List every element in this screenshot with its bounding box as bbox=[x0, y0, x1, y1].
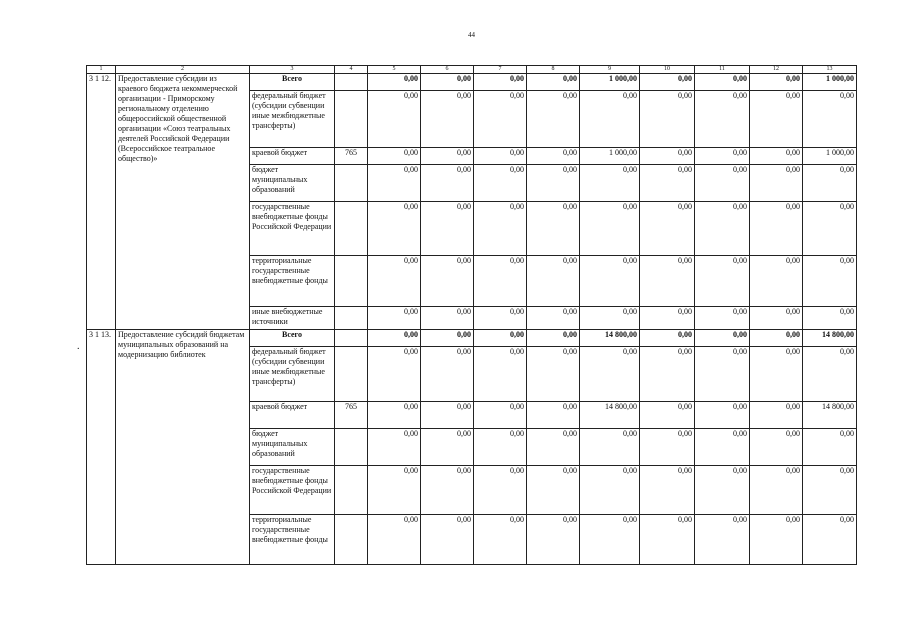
amount-cell: 1 000,00 bbox=[803, 74, 857, 91]
amount-cell: 0,00 bbox=[750, 74, 803, 91]
amount-cell: 0,00 bbox=[368, 429, 421, 466]
amount-cell: 0,00 bbox=[527, 165, 580, 202]
amount-cell: 0,00 bbox=[803, 307, 857, 330]
amount-cell: 0,00 bbox=[580, 256, 640, 307]
section-name: Предоставление субсидий бюджетам муниципальных образований на модернизацию библиотек bbox=[116, 330, 250, 565]
amount-cell: 14 800,00 bbox=[580, 402, 640, 429]
amount-cell: 0,00 bbox=[695, 515, 750, 565]
funding-source: федеральный бюджет (субсидии субвенции иные межбюджетные трансферты) bbox=[250, 91, 335, 148]
amount-cell: 0,00 bbox=[368, 74, 421, 91]
amount-cell: 0,00 bbox=[803, 202, 857, 256]
funding-source: государственные внебюджетные фонды Российской Федерации bbox=[250, 202, 335, 256]
amount-cell: 0,00 bbox=[527, 307, 580, 330]
amount-cell: 0,00 bbox=[580, 91, 640, 148]
amount-cell: 0,00 bbox=[640, 347, 695, 402]
amount-cell: 0,00 bbox=[640, 402, 695, 429]
funding-source: бюджет муниципальных образований bbox=[250, 165, 335, 202]
amount-cell: 0,00 bbox=[750, 165, 803, 202]
column-number: 5 bbox=[368, 66, 421, 74]
amount-cell: 0,00 bbox=[750, 515, 803, 565]
amount-cell: 0,00 bbox=[474, 307, 527, 330]
column-number: 9 bbox=[580, 66, 640, 74]
amount-cell: 0,00 bbox=[750, 202, 803, 256]
amount-cell: 0,00 bbox=[640, 74, 695, 91]
amount-cell: 0,00 bbox=[421, 202, 474, 256]
amount-cell: 0,00 bbox=[803, 256, 857, 307]
column-number: 11 bbox=[695, 66, 750, 74]
amount-cell: 0,00 bbox=[474, 202, 527, 256]
amount-cell: 14 800,00 bbox=[803, 402, 857, 429]
amount-cell: 1 000,00 bbox=[580, 148, 640, 165]
amount-cell: 0,00 bbox=[750, 429, 803, 466]
amount-cell: 0,00 bbox=[640, 148, 695, 165]
amount-cell: 0,00 bbox=[527, 256, 580, 307]
section-code: 3 1 13. bbox=[87, 330, 116, 565]
amount-cell: 0,00 bbox=[474, 402, 527, 429]
amount-cell: 0,00 bbox=[580, 429, 640, 466]
amount-cell: 0,00 bbox=[750, 91, 803, 148]
amount-cell: 0,00 bbox=[803, 91, 857, 148]
amount-cell: 0,00 bbox=[527, 466, 580, 515]
budget-code bbox=[335, 429, 368, 466]
amount-cell: 0,00 bbox=[421, 466, 474, 515]
amount-cell: 0,00 bbox=[474, 91, 527, 148]
amount-cell: 1 000,00 bbox=[580, 74, 640, 91]
funding-source: государственные внебюджетные фонды Российской Федерации bbox=[250, 466, 335, 515]
amount-cell: 0,00 bbox=[580, 347, 640, 402]
budget-code bbox=[335, 74, 368, 91]
amount-cell: 0,00 bbox=[474, 74, 527, 91]
column-number: 8 bbox=[527, 66, 580, 74]
amount-cell: 0,00 bbox=[640, 429, 695, 466]
amount-cell: 0,00 bbox=[640, 515, 695, 565]
amount-cell: 0,00 bbox=[750, 307, 803, 330]
amount-cell: 0,00 bbox=[474, 330, 527, 347]
amount-cell: 0,00 bbox=[527, 74, 580, 91]
budget-code bbox=[335, 347, 368, 402]
amount-cell: 0,00 bbox=[527, 347, 580, 402]
budget-code: 765 bbox=[335, 402, 368, 429]
amount-cell: 0,00 bbox=[695, 402, 750, 429]
amount-cell: 0,00 bbox=[474, 148, 527, 165]
amount-cell: 0,00 bbox=[474, 165, 527, 202]
amount-cell: 0,00 bbox=[695, 466, 750, 515]
amount-cell: 0,00 bbox=[580, 307, 640, 330]
budget-code bbox=[335, 256, 368, 307]
budget-code bbox=[335, 330, 368, 347]
budget-code bbox=[335, 165, 368, 202]
page-number: 44 bbox=[468, 31, 475, 39]
amount-cell: 0,00 bbox=[368, 91, 421, 148]
amount-cell: 0,00 bbox=[368, 466, 421, 515]
amount-cell: 0,00 bbox=[368, 347, 421, 402]
amount-cell: 0,00 bbox=[640, 307, 695, 330]
amount-cell: 0,00 bbox=[368, 402, 421, 429]
amount-cell: 0,00 bbox=[640, 202, 695, 256]
amount-cell: 0,00 bbox=[580, 165, 640, 202]
amount-cell: 0,00 bbox=[474, 466, 527, 515]
amount-cell: 0,00 bbox=[368, 515, 421, 565]
column-number: 4 bbox=[335, 66, 368, 74]
amount-cell: 0,00 bbox=[421, 429, 474, 466]
column-number-row bbox=[87, 66, 857, 74]
funding-source: бюджет муниципальных образований bbox=[250, 429, 335, 466]
margin-mark: . bbox=[77, 341, 80, 352]
amount-cell: 0,00 bbox=[527, 402, 580, 429]
amount-cell: 0,00 bbox=[368, 202, 421, 256]
budget-code bbox=[335, 91, 368, 148]
amount-cell: 0,00 bbox=[474, 256, 527, 307]
amount-cell: 0,00 bbox=[368, 148, 421, 165]
section-name: Предоставление субсидии из краевого бюджета некоммерческой организации - Приморскому региональному отделению общероссийской общественной организации «Союз театральных деятелей Российской Федерации (Всероссийское театральное общество)» bbox=[116, 74, 250, 330]
amount-cell: 0,00 bbox=[527, 91, 580, 148]
amount-cell: 0,00 bbox=[527, 202, 580, 256]
amount-cell: 14 800,00 bbox=[580, 330, 640, 347]
amount-cell: 0,00 bbox=[421, 402, 474, 429]
amount-cell: 0,00 bbox=[580, 515, 640, 565]
column-number: 13 bbox=[803, 66, 857, 74]
amount-cell: 0,00 bbox=[421, 330, 474, 347]
amount-cell: 0,00 bbox=[474, 429, 527, 466]
amount-cell: 0,00 bbox=[695, 148, 750, 165]
amount-cell: 0,00 bbox=[695, 347, 750, 402]
budget-code bbox=[335, 515, 368, 565]
amount-cell: 0,00 bbox=[527, 148, 580, 165]
amount-cell: 0,00 bbox=[750, 347, 803, 402]
amount-cell: 0,00 bbox=[695, 307, 750, 330]
amount-cell: 0,00 bbox=[750, 330, 803, 347]
amount-cell: 0,00 bbox=[640, 330, 695, 347]
budget-code bbox=[335, 202, 368, 256]
amount-cell: 0,00 bbox=[527, 429, 580, 466]
amount-cell: 0,00 bbox=[580, 202, 640, 256]
amount-cell: 0,00 bbox=[640, 256, 695, 307]
table-body bbox=[87, 66, 857, 565]
amount-cell: 0,00 bbox=[527, 330, 580, 347]
amount-cell: 0,00 bbox=[803, 165, 857, 202]
amount-cell: 0,00 bbox=[421, 91, 474, 148]
budget-code bbox=[335, 307, 368, 330]
section-code: 3 1 12. bbox=[87, 74, 116, 330]
funding-source: краевой бюджет bbox=[250, 148, 335, 165]
amount-cell: 14 800,00 bbox=[803, 330, 857, 347]
amount-cell: 0,00 bbox=[803, 466, 857, 515]
amount-cell: 0,00 bbox=[421, 256, 474, 307]
amount-cell: 0,00 bbox=[368, 307, 421, 330]
amount-cell: 0,00 bbox=[803, 515, 857, 565]
amount-cell: 0,00 bbox=[421, 347, 474, 402]
amount-cell: 0,00 bbox=[695, 74, 750, 91]
amount-cell: 0,00 bbox=[368, 256, 421, 307]
budget-code bbox=[335, 466, 368, 515]
column-number: 2 bbox=[116, 66, 250, 74]
amount-cell: 0,00 bbox=[640, 466, 695, 515]
amount-cell: 0,00 bbox=[474, 515, 527, 565]
amount-cell: 0,00 bbox=[421, 307, 474, 330]
column-number: 1 bbox=[87, 66, 116, 74]
funding-source: Всего bbox=[250, 74, 335, 91]
funding-source: Всего bbox=[250, 330, 335, 347]
amount-cell: 1 000,00 bbox=[803, 148, 857, 165]
funding-source: федеральный бюджет (субсидии субвенции иные межбюджетные трансферты) bbox=[250, 347, 335, 402]
amount-cell: 0,00 bbox=[803, 429, 857, 466]
amount-cell: 0,00 bbox=[640, 91, 695, 148]
amount-cell: 0,00 bbox=[695, 165, 750, 202]
amount-cell: 0,00 bbox=[527, 515, 580, 565]
funding-source: территориальные государственные внебюджетные фонды bbox=[250, 515, 335, 565]
amount-cell: 0,00 bbox=[695, 429, 750, 466]
budget-code: 765 bbox=[335, 148, 368, 165]
amount-cell: 0,00 bbox=[695, 330, 750, 347]
amount-cell: 0,00 bbox=[750, 402, 803, 429]
section-total-row bbox=[87, 330, 857, 347]
amount-cell: 0,00 bbox=[695, 91, 750, 148]
amount-cell: 0,00 bbox=[421, 148, 474, 165]
budget-table bbox=[86, 65, 857, 565]
funding-source: иные внебюджетные источники bbox=[250, 307, 335, 330]
amount-cell: 0,00 bbox=[695, 256, 750, 307]
amount-cell: 0,00 bbox=[695, 202, 750, 256]
amount-cell: 0,00 bbox=[368, 330, 421, 347]
amount-cell: 0,00 bbox=[421, 165, 474, 202]
amount-cell: 0,00 bbox=[421, 74, 474, 91]
amount-cell: 0,00 bbox=[750, 148, 803, 165]
funding-source: территориальные государственные внебюджетные фонды bbox=[250, 256, 335, 307]
amount-cell: 0,00 bbox=[368, 165, 421, 202]
amount-cell: 0,00 bbox=[640, 165, 695, 202]
amount-cell: 0,00 bbox=[474, 347, 527, 402]
column-number: 10 bbox=[640, 66, 695, 74]
column-number: 12 bbox=[750, 66, 803, 74]
column-number: 7 bbox=[474, 66, 527, 74]
column-number: 3 bbox=[250, 66, 335, 74]
amount-cell: 0,00 bbox=[750, 466, 803, 515]
amount-cell: 0,00 bbox=[580, 466, 640, 515]
amount-cell: 0,00 bbox=[803, 347, 857, 402]
amount-cell: 0,00 bbox=[750, 256, 803, 307]
amount-cell: 0,00 bbox=[421, 515, 474, 565]
section-total-row bbox=[87, 74, 857, 91]
column-number: 6 bbox=[421, 66, 474, 74]
funding-source: краевой бюджет bbox=[250, 402, 335, 429]
